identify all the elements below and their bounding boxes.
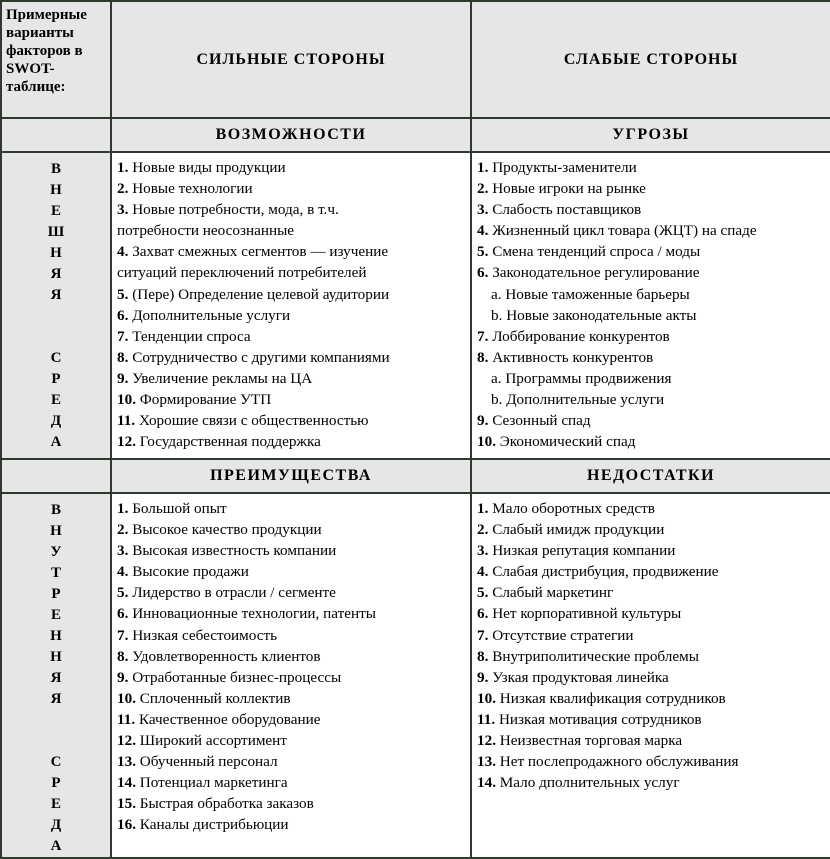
list-item xyxy=(477,157,830,178)
side-letter: С xyxy=(50,350,62,366)
item-text: Большой опыт xyxy=(128,500,227,517)
item-text: Удовлетворенность клиентов xyxy=(128,647,321,665)
item-text: Смена тенденций спроса / моды xyxy=(488,243,701,261)
external-environment-label xyxy=(1,152,111,459)
item-text: Продукты-заменители xyxy=(488,159,637,176)
item-number: 12. xyxy=(477,732,496,750)
item-number: 4. xyxy=(477,563,489,581)
item-text: Широкий ассортимент xyxy=(135,732,287,750)
list-item xyxy=(477,667,830,688)
side-letter: Н xyxy=(50,523,62,539)
item-number: 8. xyxy=(117,647,129,665)
item-number: 7. xyxy=(477,626,489,644)
side-letter: Е xyxy=(50,607,61,623)
list-item xyxy=(477,262,830,283)
threats-list xyxy=(472,153,830,452)
list-item xyxy=(477,751,830,772)
item-text: Нет послепродажного обслуживания xyxy=(495,753,739,771)
item-text: Низкая мотивация сотрудников xyxy=(495,710,702,728)
item-text: Лоббирование конкурентов xyxy=(488,327,670,345)
side-letter: А xyxy=(50,434,62,450)
list-item xyxy=(477,582,830,603)
item-text: Новые потребности, мода, в т.ч. xyxy=(128,201,339,219)
list-item xyxy=(477,625,830,646)
list-item xyxy=(477,431,830,452)
item-text: Формирование УТП xyxy=(135,391,272,409)
item-text: Слабая дистрибуция, продвижение xyxy=(488,563,719,581)
item-number: 3. xyxy=(477,542,489,560)
item-text: Внутриполитические проблемы xyxy=(488,647,699,665)
internal-environment-label xyxy=(1,493,111,858)
item-number: 6. xyxy=(477,264,489,282)
item-text: Быстрая обработка заказов xyxy=(135,795,314,813)
list-item xyxy=(477,284,830,305)
blank-cell xyxy=(1,118,111,152)
item-number: 7. xyxy=(117,626,129,644)
item-number: 3. xyxy=(117,542,129,560)
item-text: Хорошие связи с общественностью xyxy=(135,412,369,430)
corner-line: факторов в xyxy=(6,43,83,59)
list-item xyxy=(477,730,830,751)
side-letter: Н xyxy=(50,245,62,261)
item-text: Жизненный цикл товара (ЖЦТ) на спаде xyxy=(488,222,757,240)
side-letter: Я xyxy=(50,670,62,686)
item-number: 7. xyxy=(477,327,489,345)
list-item xyxy=(117,751,470,772)
list-item xyxy=(477,772,830,793)
side-letter: Р xyxy=(51,371,61,387)
item-text: Узкая продуктовая линейка xyxy=(488,668,669,686)
item-number: 10. xyxy=(117,689,136,707)
list-item xyxy=(117,646,470,667)
item-number: 9. xyxy=(477,412,489,430)
advantages-title: ПРЕИМУЩЕСТВА xyxy=(111,459,471,493)
item-number: 7. xyxy=(117,327,129,345)
item-number: 6. xyxy=(117,605,129,623)
list-item xyxy=(117,709,470,730)
item-text: Потенциал маркетинга xyxy=(135,774,288,792)
item-number: 2. xyxy=(477,521,489,539)
list-item xyxy=(117,498,470,519)
item-text: Увеличение рекламы на ЦА xyxy=(128,369,313,387)
item-text: Высокое качество продукции xyxy=(128,521,322,539)
item-text: Каналы дистрибьюции xyxy=(135,816,289,834)
list-item xyxy=(117,772,470,793)
item-text: Инновационные технологии, патенты xyxy=(128,605,376,623)
list-item xyxy=(117,368,470,389)
item-number: 15. xyxy=(117,795,136,813)
item-text: a. Новые таможенные барьеры xyxy=(491,285,690,303)
item-text: Высокая известность компании xyxy=(128,542,337,560)
side-letter: Т xyxy=(50,565,61,581)
item-text: b. Дополнительные услуги xyxy=(491,391,665,409)
blank-cell xyxy=(1,459,111,493)
side-letter: Д xyxy=(50,413,62,429)
list-item xyxy=(117,793,470,814)
item-number: 2. xyxy=(117,521,129,539)
list-item xyxy=(117,410,470,431)
item-text: Захват смежных сегментов — изучение xyxy=(128,243,389,261)
side-letter: Е xyxy=(50,796,61,812)
side-letter: Ш xyxy=(47,224,65,240)
side-letter: Р xyxy=(51,586,61,602)
item-text: b. Новые законодательные акты xyxy=(491,306,697,324)
item-number: 1. xyxy=(117,159,129,176)
side-letter: Р xyxy=(51,775,61,791)
item-number: 6. xyxy=(117,306,129,324)
advantages-list xyxy=(112,494,470,836)
threats-cell xyxy=(471,152,830,459)
item-text: Сплоченный коллектив xyxy=(135,689,291,707)
item-number: 4. xyxy=(117,243,129,261)
side-letter: Д xyxy=(50,817,62,833)
item-text: Высокие продажи xyxy=(128,563,249,581)
list-item xyxy=(477,178,830,199)
list-item xyxy=(477,326,830,347)
item-number: 9. xyxy=(477,668,489,686)
threats-title: УГРОЗЫ xyxy=(471,118,830,152)
list-item xyxy=(117,326,470,347)
list-item xyxy=(117,688,470,709)
item-number: 13. xyxy=(477,753,496,771)
item-text: потребности неосознанные xyxy=(117,222,295,240)
item-number: 4. xyxy=(117,563,129,581)
item-text: Мало оборотных средств xyxy=(488,500,655,517)
item-number: 3. xyxy=(477,201,489,219)
item-text: (Пере) Определение целевой аудитории xyxy=(128,285,390,303)
list-item xyxy=(477,347,830,368)
side-letter: Е xyxy=(50,203,61,219)
list-item xyxy=(117,284,470,305)
list-item xyxy=(117,540,470,561)
item-number: 8. xyxy=(477,647,489,665)
list-item xyxy=(477,646,830,667)
item-number: 12. xyxy=(117,433,136,451)
item-text: Слабость поставщиков xyxy=(488,201,642,219)
item-number: 5. xyxy=(477,243,489,261)
list-item xyxy=(117,582,470,603)
corner-line: таблице: xyxy=(6,79,66,95)
item-text: Отсутствие стратегии xyxy=(488,626,634,644)
side-letter: Я xyxy=(50,287,62,303)
item-number: 1. xyxy=(477,500,489,517)
item-number: 9. xyxy=(117,369,129,387)
list-item xyxy=(477,519,830,540)
list-item xyxy=(117,519,470,540)
list-item xyxy=(117,305,470,326)
item-text: Лидерство в отрасли / сегменте xyxy=(128,584,336,602)
item-number: 12. xyxy=(117,732,136,750)
list-item xyxy=(117,625,470,646)
item-text: Низкая квалификация сотрудников xyxy=(495,689,726,707)
item-text: Новые игроки на рынке xyxy=(488,180,646,198)
side-letter: С xyxy=(50,754,62,770)
list-item xyxy=(117,561,470,582)
list-item xyxy=(477,603,830,624)
side-letter: У xyxy=(50,544,62,560)
item-text: Дополнительные услуги xyxy=(128,306,291,324)
list-item xyxy=(477,220,830,241)
list-item xyxy=(477,305,830,326)
list-item xyxy=(477,561,830,582)
list-item xyxy=(477,368,830,389)
item-number: 6. xyxy=(477,605,489,623)
item-number: 11. xyxy=(477,710,496,728)
item-text: Низкая себестоимость xyxy=(128,626,278,644)
item-text: Законодательное регулирование xyxy=(488,264,700,282)
list-item xyxy=(117,199,470,220)
opportunities-title: ВОЗМОЖНОСТИ xyxy=(111,118,471,152)
side-letter: Я xyxy=(50,691,62,707)
item-number: 1. xyxy=(117,500,129,517)
item-text: Экономический спад xyxy=(495,433,636,451)
weaknesses-header: СЛАБЫЕ СТОРОНЫ xyxy=(471,1,830,118)
side-letter: Н xyxy=(50,628,62,644)
item-number: 4. xyxy=(477,222,489,240)
list-item xyxy=(117,667,470,688)
disadvantages-cell xyxy=(471,493,830,858)
item-text: Отработанные бизнес-процессы xyxy=(128,668,342,686)
item-text: Новые виды продукции xyxy=(128,159,286,176)
list-item xyxy=(117,220,470,241)
item-number: 8. xyxy=(477,348,489,366)
list-item xyxy=(477,410,830,431)
item-number: 5. xyxy=(117,584,129,602)
list-item xyxy=(477,389,830,410)
item-number: 10. xyxy=(477,689,496,707)
strengths-header: СИЛЬНЫЕ СТОРОНЫ xyxy=(111,1,471,118)
item-number: 13. xyxy=(117,753,136,771)
item-text: Слабый имидж продукции xyxy=(488,521,665,539)
side-letter: Е xyxy=(50,392,61,408)
list-item xyxy=(117,814,470,835)
item-number: 9. xyxy=(117,668,129,686)
list-item xyxy=(117,389,470,410)
item-number: 5. xyxy=(477,584,489,602)
item-number: 3. xyxy=(117,201,129,219)
item-text: ситуаций переключений потребителей xyxy=(117,264,367,282)
list-item xyxy=(117,730,470,751)
item-text: Новые технологии xyxy=(128,180,253,198)
item-number: 5. xyxy=(117,285,129,303)
opportunities-list xyxy=(112,153,470,452)
item-number: 10. xyxy=(117,391,136,409)
list-item xyxy=(477,498,830,519)
disadvantages-list xyxy=(472,494,830,793)
side-letter: Н xyxy=(50,649,62,665)
list-item xyxy=(477,199,830,220)
corner-line: варианты xyxy=(6,25,74,41)
item-text: a. Программы продвижения xyxy=(491,369,672,387)
advantages-cell xyxy=(111,493,471,858)
item-text: Активность конкурентов xyxy=(488,348,654,366)
item-text: Сезонный спад xyxy=(488,412,591,430)
item-text: Сотрудничество с другими компаниями xyxy=(128,348,390,366)
item-number: 11. xyxy=(117,710,136,728)
item-text: Тенденции спроса xyxy=(128,327,251,345)
side-letter: Н xyxy=(50,182,62,198)
corner-line: SWOT- xyxy=(6,61,55,77)
item-text: Низкая репутация компании xyxy=(488,542,676,560)
item-text: Качественное оборудование xyxy=(135,710,321,728)
item-text: Слабый маркетинг xyxy=(488,584,614,602)
item-number: 11. xyxy=(117,412,136,430)
item-text: Нет корпоративной культуры xyxy=(488,605,682,623)
list-item xyxy=(477,709,830,730)
side-letter: Я xyxy=(50,266,62,282)
item-number: 10. xyxy=(477,433,496,451)
side-letter: В xyxy=(50,161,61,177)
disadvantages-title: НЕДОСТАТКИ xyxy=(471,459,830,493)
item-number: 8. xyxy=(117,348,129,366)
list-item xyxy=(117,603,470,624)
item-number: 14. xyxy=(117,774,136,792)
item-text: Неизвестная торговая марка xyxy=(495,732,683,750)
list-item xyxy=(117,431,470,452)
item-number: 16. xyxy=(117,816,136,834)
list-item xyxy=(117,157,470,178)
side-letter: В xyxy=(50,502,61,518)
list-item xyxy=(477,540,830,561)
corner-caption xyxy=(1,1,111,118)
list-item xyxy=(477,241,830,262)
list-item xyxy=(117,347,470,368)
item-text: Государственная поддержка xyxy=(135,433,321,451)
item-number: 1. xyxy=(477,159,489,176)
item-text: Мало дполнительных услуг xyxy=(495,774,680,792)
item-text: Обученный персонал xyxy=(135,753,278,771)
side-letter: А xyxy=(50,838,62,854)
list-item xyxy=(117,262,470,283)
item-number: 2. xyxy=(117,180,129,198)
list-item xyxy=(117,178,470,199)
list-item xyxy=(477,688,830,709)
corner-line: Примерные xyxy=(6,7,87,23)
opportunities-cell xyxy=(111,152,471,459)
item-number: 14. xyxy=(477,774,496,792)
item-number: 2. xyxy=(477,180,489,198)
list-item xyxy=(117,241,470,262)
